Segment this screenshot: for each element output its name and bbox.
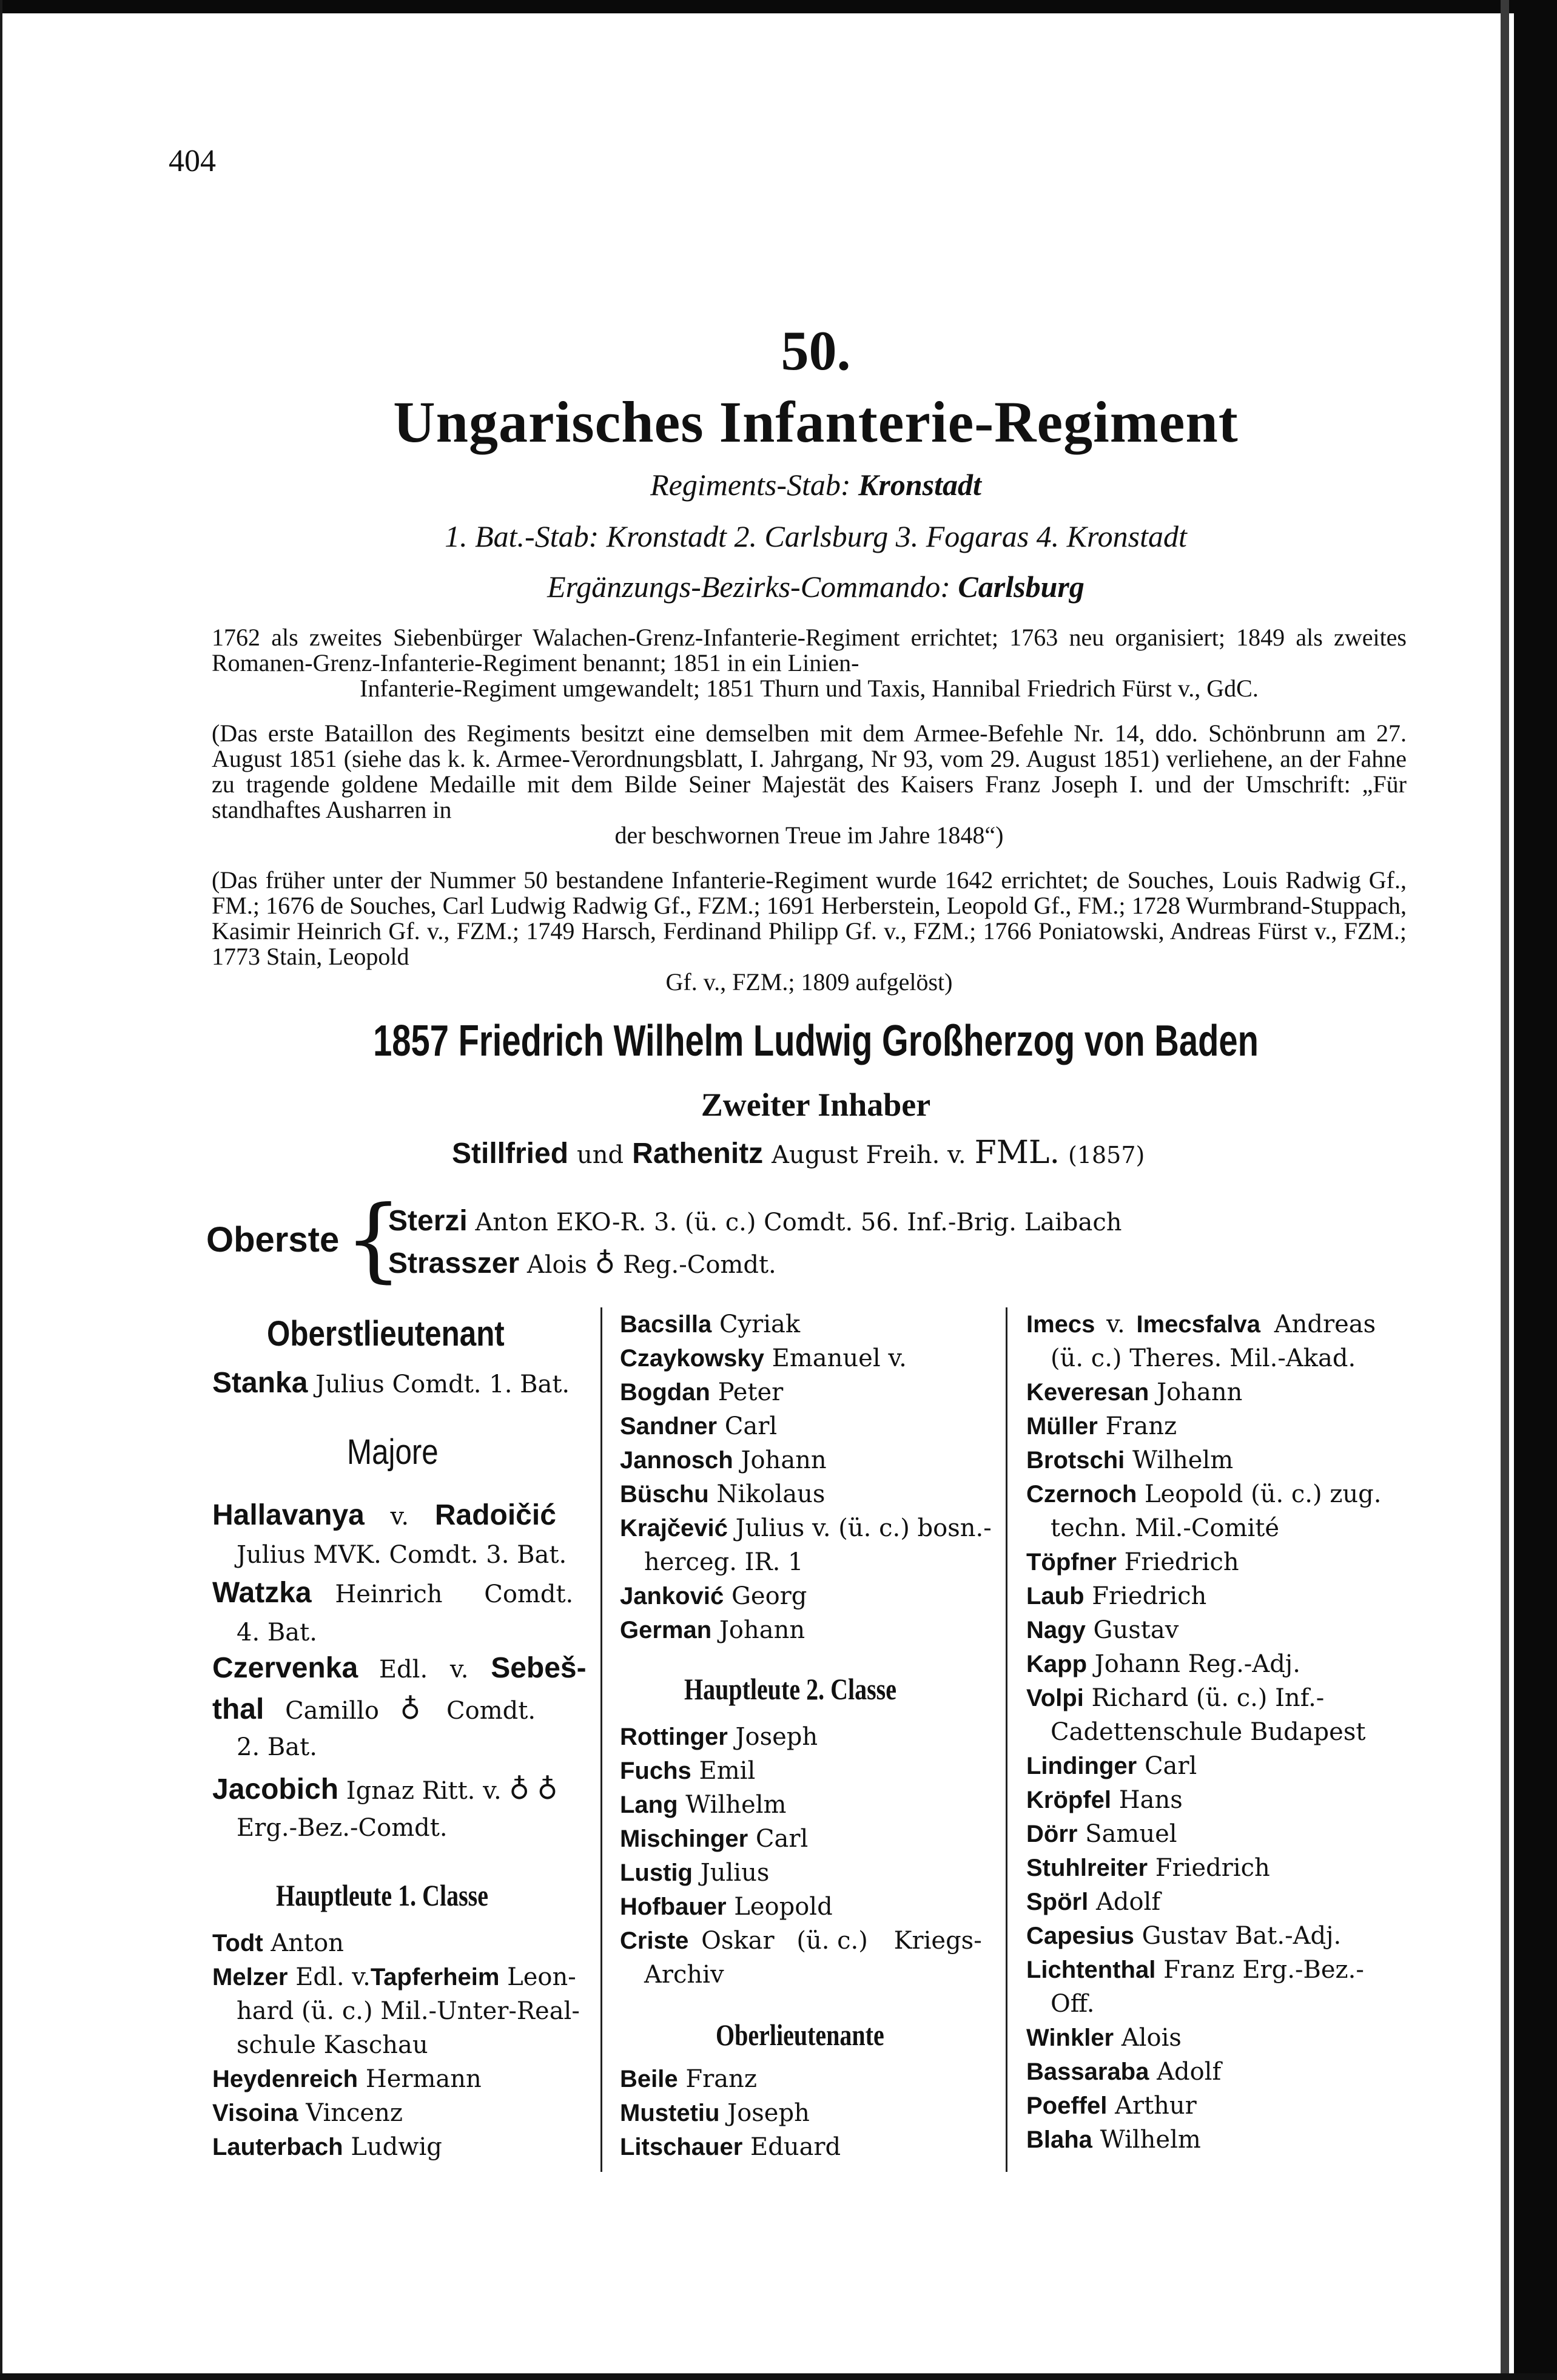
- col3-18-first: Alois: [1121, 2024, 1182, 2052]
- major-4-line2: Erg.-Bez.-Comdt.: [237, 1814, 448, 1842]
- col3-17-first: Franz Erg.-Bez.-: [1163, 1956, 1364, 1984]
- col3-entry-17: [1026, 1956, 1364, 1984]
- col3-1-name-a: Imecs: [1026, 1311, 1095, 1338]
- col2-6-first: Nikolaus: [716, 1480, 826, 1508]
- history-p3-body: (Das früher unter der Nummer 50 bestandene Infanterie-Regiment wurde 1642 errichtet; de Souches, Louis Radwig Gf., FM.; 1676 de Souches, Carl Ludwig Radwig Gf., FZM.; 1691 Herberstein, Leopold Gf., FM.; 1728 Wurmbrand-Stuppach, Kasimir Heinrich Gf. v., FZM.; 1749 Harsch, Ferdinand Philipp Gf. v., FZM.; 1766 Poniatowski, Andreas Fürst v., FZM.; 1773 Stain, Leopold: [212, 866, 1407, 970]
- erg-label: Ergänzungs-Bezirks-Commando:: [547, 570, 950, 604]
- history-p2-body: (Das erste Bataillon des Regiments besitzt eine demselben mit dem Armee-Befehle Nr. 14, ddo. Schönbrunn am 27. August 1851 (siehe das k. k. Armee-Verordnungsblatt, I. Jahrgang, Nr 93, vom 29. August 1851) verliehene, an der Fahne zu tragende goldene Medaille mit dem Bilde Seiner Majestät des Kaisers Franz Joseph I. und der Umschrift: „Für standhaftes Ausharren in: [212, 720, 1407, 823]
- erg-value: Carlsburg: [958, 570, 1085, 604]
- hpt1-4-name: Visoina: [212, 2100, 298, 2126]
- col3-entry-4: [1026, 1446, 1233, 1474]
- hpt1-3-first: Hermann: [365, 2065, 482, 2093]
- col2-entry-4: [620, 1412, 777, 1440]
- col2-2-first: Emanuel v.: [772, 1344, 907, 1372]
- scan-border-right: [1514, 0, 1557, 2380]
- oblt-entry-2: [620, 2099, 810, 2127]
- hpt2-6-first: Leopold: [734, 1893, 833, 1921]
- col3-entry-14: [1026, 1854, 1270, 1882]
- major-3-first: Camillo: [285, 1697, 379, 1725]
- major-2-name: Watzka: [212, 1577, 312, 1609]
- col3-entry-5-line2: techn. Mil.-Comité: [1051, 1514, 1280, 1542]
- hpt1-1-first: Anton: [271, 1929, 344, 1957]
- decoration-ornament-icon-2: ♁: [537, 1773, 558, 1805]
- hpt2-2-first: Emil: [699, 1757, 756, 1785]
- col3-7-name: Laub: [1026, 1583, 1085, 1610]
- major-4-line1: [212, 1773, 558, 1806]
- major-3-line2: [212, 1693, 536, 1726]
- zweiter-inhaber-heading: Zweiter Inhaber: [701, 1087, 931, 1123]
- col2-4-first: Carl: [724, 1412, 778, 1440]
- col2-5-name: Jannosch: [620, 1447, 733, 1474]
- col3-2-name: Keveresan: [1026, 1379, 1149, 1406]
- col3-entry-3: [1026, 1412, 1177, 1440]
- hpt1-2-mid: Edl. v.: [295, 1963, 371, 1991]
- hauptleute-1-heading: Hauptleute 1. Classe: [276, 1878, 488, 1912]
- decoration-ornament-icon: ♁: [400, 1693, 421, 1725]
- col3-2-first: Johann: [1157, 1378, 1243, 1406]
- hpt2-4-first: Carl: [755, 1825, 809, 1853]
- history-p1-body: 1762 als zweites Siebenbürger Walachen-Grenz-Infanterie-Regiment errichtet; 1763 neu organisiert; 1849 als zweites Romanen-Grenz-Infanterie-Regiment benannt; 1851 in ein Linien-: [212, 624, 1407, 676]
- hpt1-entry-2-line2: hard (ü. c.) Mil.-Unter-Real-: [237, 1997, 580, 2025]
- hpt2-5-name: Lustig: [620, 1859, 693, 1886]
- col3-5-name: Czernoch: [1026, 1481, 1137, 1508]
- oberstlt-rest: Julius Comdt. 1. Bat.: [315, 1370, 570, 1398]
- major-3-edl: Edl.: [378, 1656, 428, 1684]
- hpt2-entry-2: [620, 1757, 755, 1785]
- history-p3-last: Gf. v., FZM.; 1809 aufgelöst): [665, 968, 953, 996]
- col3-entry-17-line2: Off.: [1051, 1990, 1095, 2018]
- hpt1-entry-2: [212, 1963, 576, 1991]
- hpt2-entry-3: [620, 1791, 786, 1819]
- col3-20-first: Arthur: [1115, 2092, 1197, 2120]
- oberst-1: [388, 1204, 1122, 1238]
- col3-entry-5: [1026, 1480, 1381, 1508]
- hpt2-7-name: Criste: [620, 1927, 689, 1954]
- col2-entry-3: [620, 1378, 783, 1406]
- hpt1-entry-1: [212, 1929, 344, 1957]
- col2-2-name: Czaykowsky: [620, 1345, 764, 1372]
- col3-entry-10: [1026, 1684, 1324, 1712]
- hpt1-entry-2-line3: schule Kaschau: [237, 2031, 428, 2059]
- col3-4-first: Wilhelm: [1132, 1446, 1234, 1474]
- col3-entry-1: [1026, 1310, 1376, 1338]
- col3-6-name: Töpfner: [1026, 1549, 1117, 1576]
- page-number: 404: [169, 144, 216, 178]
- col2-entry-7-line2: herceg. IR. 1: [644, 1548, 804, 1576]
- col3-entry-21: [1026, 2126, 1201, 2154]
- col2-3-first: Peter: [718, 1378, 784, 1406]
- hpt2-6-name: Hofbauer: [620, 1893, 727, 1920]
- regiment-title: Ungarisches Infanterie-Regiment: [393, 389, 1239, 454]
- col3-19-first: Adolf: [1157, 2058, 1222, 2086]
- hpt1-4-first: Vincenz: [306, 2099, 403, 2127]
- first-inhaber: 1857 Friedrich Wilhelm Ludwig Großherzog von Baden: [373, 1017, 1259, 1065]
- col3-13-first: Samuel: [1085, 1820, 1177, 1848]
- col3-entry-2: [1026, 1378, 1242, 1406]
- oblt-2-name: Mustetiu: [620, 2100, 720, 2126]
- hpt2-5-first: Julius: [700, 1859, 770, 1887]
- col2-9-first: Johann: [719, 1616, 805, 1644]
- hpt1-2-name2: Tapferheim: [370, 1964, 500, 1991]
- col2-3-name: Bogdan: [620, 1379, 710, 1406]
- zweiter-inhaber-line: [452, 1134, 1145, 1171]
- history-p1-last: Infanterie-Regiment umgewandelt; 1851 Thurn und Taxis, Hannibal Friedrich Fürst v., GdC.: [360, 675, 1259, 702]
- col3-12-first: Hans: [1118, 1786, 1183, 1814]
- col2-6-name: Büschu: [620, 1481, 709, 1508]
- col3-14-name: Stuhlreiter: [1026, 1855, 1148, 1881]
- col3-14-first: Friedrich: [1155, 1854, 1270, 1882]
- col3-entry-12: [1026, 1786, 1183, 1814]
- col2-entry-9: [620, 1616, 805, 1644]
- hpt1-entry-5: [212, 2133, 442, 2161]
- col3-21-first: Wilhelm: [1100, 2126, 1201, 2154]
- col3-4-name: Brotschi: [1026, 1447, 1125, 1474]
- zweiter-inhaber-rest: August Freih. v.: [772, 1141, 966, 1169]
- oberst-2: [388, 1247, 776, 1280]
- col3-19-name: Bassaraba: [1026, 2058, 1149, 2085]
- col2-entry-2: [620, 1344, 907, 1372]
- col3-9-first: Johann Reg.-Adj.: [1094, 1650, 1300, 1678]
- oblt-1-name: Beile: [620, 2066, 678, 2092]
- major-3-line1: [212, 1651, 587, 1685]
- major-1-name-b: Radoičić: [434, 1499, 556, 1531]
- major-3-comdt: Comdt.: [446, 1697, 536, 1725]
- major-3-name-a: Czervenka: [212, 1652, 358, 1684]
- col3-entry-11: [1026, 1752, 1197, 1780]
- hpt2-entry-5: [620, 1859, 769, 1887]
- hpt2-3-name: Lang: [620, 1792, 678, 1818]
- hpt1-2-name: Melzer: [212, 1964, 288, 1991]
- col2-entry-7: [620, 1514, 992, 1542]
- decoration-ornament-icon-1: ♁: [509, 1773, 530, 1805]
- major-1-v: v.: [390, 1503, 409, 1531]
- oberst-2-first: Alois: [526, 1251, 587, 1279]
- major-2-line1: [212, 1576, 573, 1610]
- oblt-entry-3: [620, 2133, 841, 2161]
- col3-10-first: Richard (ü. c.) Inf.-: [1091, 1684, 1325, 1712]
- col3-entry-20: [1026, 2092, 1197, 2120]
- col2-entry-6: [620, 1480, 825, 1508]
- col2-7-name: Krajčević: [620, 1515, 728, 1542]
- col2-8-first: Georg: [731, 1582, 807, 1610]
- hpt2-4-name: Mischinger: [620, 1825, 748, 1852]
- col3-3-first: Franz: [1105, 1412, 1177, 1440]
- col3-15-first: Adolf: [1095, 1888, 1161, 1916]
- hpt1-5-name: Lauterbach: [212, 2134, 343, 2160]
- hpt2-2-name: Fuchs: [620, 1758, 691, 1784]
- col3-9-name: Kapp: [1026, 1651, 1087, 1677]
- col2-7-first: Julius v. (ü. c.) bosn.-: [735, 1514, 992, 1542]
- col2-entry-5: [620, 1446, 827, 1474]
- history-paragraph-3: [212, 868, 1407, 995]
- scan-border-top: [0, 0, 1557, 13]
- majore-heading: Majore: [347, 1432, 439, 1472]
- hpt2-1-first: Joseph: [735, 1723, 818, 1751]
- col3-5-first: Leopold (ü. c.) zug.: [1144, 1480, 1382, 1508]
- col3-entry-13: [1026, 1820, 1177, 1848]
- zweiter-inhaber-name2: Rathenitz: [632, 1138, 764, 1170]
- oberstlt-name: Stanka: [212, 1367, 308, 1399]
- col3-16-name: Capesius: [1026, 1923, 1134, 1949]
- battalion-stab-line: 1. Bat.-Stab: Kronstadt 2. Carlsburg 3. Fogaras 4. Kronstadt: [445, 519, 1187, 553]
- col3-entry-15: [1026, 1888, 1160, 1916]
- col3-15-name: Spörl: [1026, 1889, 1089, 1915]
- col3-entry-16: [1026, 1922, 1341, 1950]
- col2-9-name: German: [620, 1617, 712, 1643]
- major-1-name-a: Hallavanya: [212, 1499, 365, 1531]
- col3-7-first: Friedrich: [1092, 1582, 1207, 1610]
- major-2-line2: 4. Bat.: [237, 1619, 317, 1647]
- col3-1-name-b: Imecsfalva: [1136, 1311, 1261, 1338]
- history-p2-last: der beschwornen Treue im Jahre 1848“): [614, 821, 1004, 849]
- col2-5-first: Johann: [741, 1446, 827, 1474]
- oblt-2-first: Joseph: [727, 2099, 810, 2127]
- major-4-name: Jacobich: [212, 1773, 339, 1805]
- col2-1-name: Bacsilla: [620, 1311, 712, 1338]
- col3-entry-7: [1026, 1582, 1206, 1610]
- col3-21-name: Blaha: [1026, 2126, 1092, 2153]
- col3-16-first: Gustav Bat.-Adj.: [1142, 1922, 1342, 1950]
- oblt-1-first: Franz: [685, 2065, 757, 2093]
- oberlieutenante-heading: Oberlieutenante: [716, 2018, 884, 2052]
- hpt1-5-first: Ludwig: [351, 2133, 442, 2161]
- major-4-rest: Ignaz Ritt. v.: [346, 1777, 502, 1805]
- hpt1-1-name: Todt: [212, 1930, 263, 1957]
- hauptleute-2-heading: Hauptleute 2. Classe: [684, 1672, 896, 1706]
- regiments-stab-line: [182, 467, 1450, 502]
- col3-8-first: Gustav: [1093, 1616, 1179, 1644]
- hpt2-entry-7: [620, 1927, 982, 1955]
- col3-entry-6: [1026, 1548, 1239, 1576]
- major-2-first: Heinrich: [335, 1580, 443, 1608]
- zweiter-inhaber-und: und: [577, 1141, 624, 1169]
- zweiter-inhaber-year: (1857): [1068, 1142, 1145, 1168]
- scan-border-bottom: [0, 2373, 1557, 2380]
- col3-10-name: Volpi: [1026, 1685, 1084, 1711]
- major-1-line2: Julius MVK. Comdt. 3. Bat.: [237, 1541, 567, 1569]
- stab-label: Regiments-Stab:: [650, 468, 851, 502]
- col3-entry-19: [1026, 2058, 1221, 2086]
- history-paragraph-2: [212, 721, 1407, 848]
- oberste-label: Oberste: [206, 1220, 340, 1259]
- oblt-entry-1: [620, 2065, 757, 2093]
- scan-border-right-inner: [1501, 0, 1509, 2380]
- hpt2-7-kriegs: Kriegs-: [893, 1927, 982, 1955]
- ergaenzungs-line: [182, 569, 1450, 604]
- hpt2-7-uc: (ü. c.): [796, 1927, 868, 1955]
- hpt1-entry-3: [212, 2065, 482, 2093]
- hpt2-entry-6: [620, 1893, 833, 1921]
- col3-1-v: v.: [1106, 1310, 1125, 1338]
- col3-6-first: Friedrich: [1124, 1548, 1239, 1576]
- col3-entry-18: [1026, 2024, 1182, 2052]
- oblt-3-name: Litschauer: [620, 2134, 743, 2160]
- hpt2-entry-7-line2: Archiv: [644, 1961, 724, 1989]
- regiment-number: 50.: [781, 320, 851, 382]
- history-paragraph-1: [212, 625, 1407, 701]
- col3-entry-10-line2: Cadettenschule Budapest: [1051, 1718, 1366, 1746]
- major-3-name-b: Sebeš-: [491, 1652, 587, 1684]
- col3-11-name: Lindinger: [1026, 1753, 1137, 1779]
- hpt2-7-first: Oskar: [701, 1927, 775, 1955]
- oberst-1-name: Sterzi: [388, 1205, 468, 1237]
- col2-8-name: Janković: [620, 1583, 724, 1610]
- col3-13-name: Dörr: [1026, 1821, 1078, 1847]
- major-1-line1: [212, 1498, 556, 1532]
- major-3-name-c: thal: [212, 1693, 264, 1725]
- col2-4-name: Sandner: [620, 1413, 718, 1440]
- col3-entry-8: [1026, 1616, 1179, 1644]
- col3-18-name: Winkler: [1026, 2024, 1114, 2051]
- major-2-comdt: Comdt.: [484, 1580, 574, 1608]
- oberst-2-name: Strasszer: [388, 1247, 520, 1279]
- hpt1-3-name: Heydenreich: [212, 2066, 358, 2092]
- hpt1-entry-4: [212, 2099, 403, 2127]
- oblt-3-first: Eduard: [750, 2133, 841, 2161]
- hpt2-1-name: Rottinger: [620, 1724, 728, 1750]
- col2-entry-8: [620, 1582, 807, 1610]
- col3-12-name: Kröpfel: [1026, 1787, 1111, 1813]
- hpt1-2-first: Leon-: [507, 1963, 576, 1991]
- stab-value: Kronstadt: [858, 468, 981, 502]
- zweiter-inhaber-name1: Stillfried: [452, 1138, 569, 1170]
- col3-entry-9: [1026, 1650, 1300, 1678]
- scan-border-left: [0, 0, 2, 2380]
- oberst-1-rest: Anton EKO-R. 3. (ü. c.) Comdt. 56. Inf.-Brig. Laibach: [475, 1209, 1122, 1236]
- oberstlieutenant-heading: Oberstlieutenant: [267, 1314, 505, 1353]
- col3-17-name: Lichtenthal: [1026, 1957, 1156, 1983]
- col3-1-first: Andreas: [1274, 1310, 1376, 1338]
- order-ornament-icon: ♁: [594, 1247, 616, 1279]
- zweiter-inhaber-rank: FML.: [974, 1134, 1060, 1171]
- brace-glyph: {: [345, 1187, 403, 1292]
- oberst-2-rest: Reg.-Comdt.: [623, 1251, 776, 1279]
- col3-11-first: Carl: [1144, 1752, 1197, 1780]
- hpt2-entry-4: [620, 1825, 808, 1853]
- major-3-v: v.: [449, 1656, 469, 1684]
- column-rule-1: [600, 1307, 602, 2172]
- col2-1-first: Cyriak: [719, 1310, 801, 1338]
- oberstlt-entry: [212, 1366, 570, 1400]
- col3-20-name: Poeffel: [1026, 2092, 1108, 2119]
- col3-8-name: Nagy: [1026, 1617, 1086, 1643]
- hpt2-3-first: Wilhelm: [685, 1791, 787, 1819]
- column-rule-2: [1006, 1307, 1007, 2172]
- hpt2-entry-1: [620, 1723, 818, 1751]
- major-3-line3: 2. Bat.: [237, 1733, 317, 1761]
- col3-entry-1-line2: (ü. c.) Theres. Mil.-Akad.: [1051, 1344, 1356, 1372]
- col2-entry-1: [620, 1310, 800, 1338]
- col3-3-name: Müller: [1026, 1413, 1098, 1440]
